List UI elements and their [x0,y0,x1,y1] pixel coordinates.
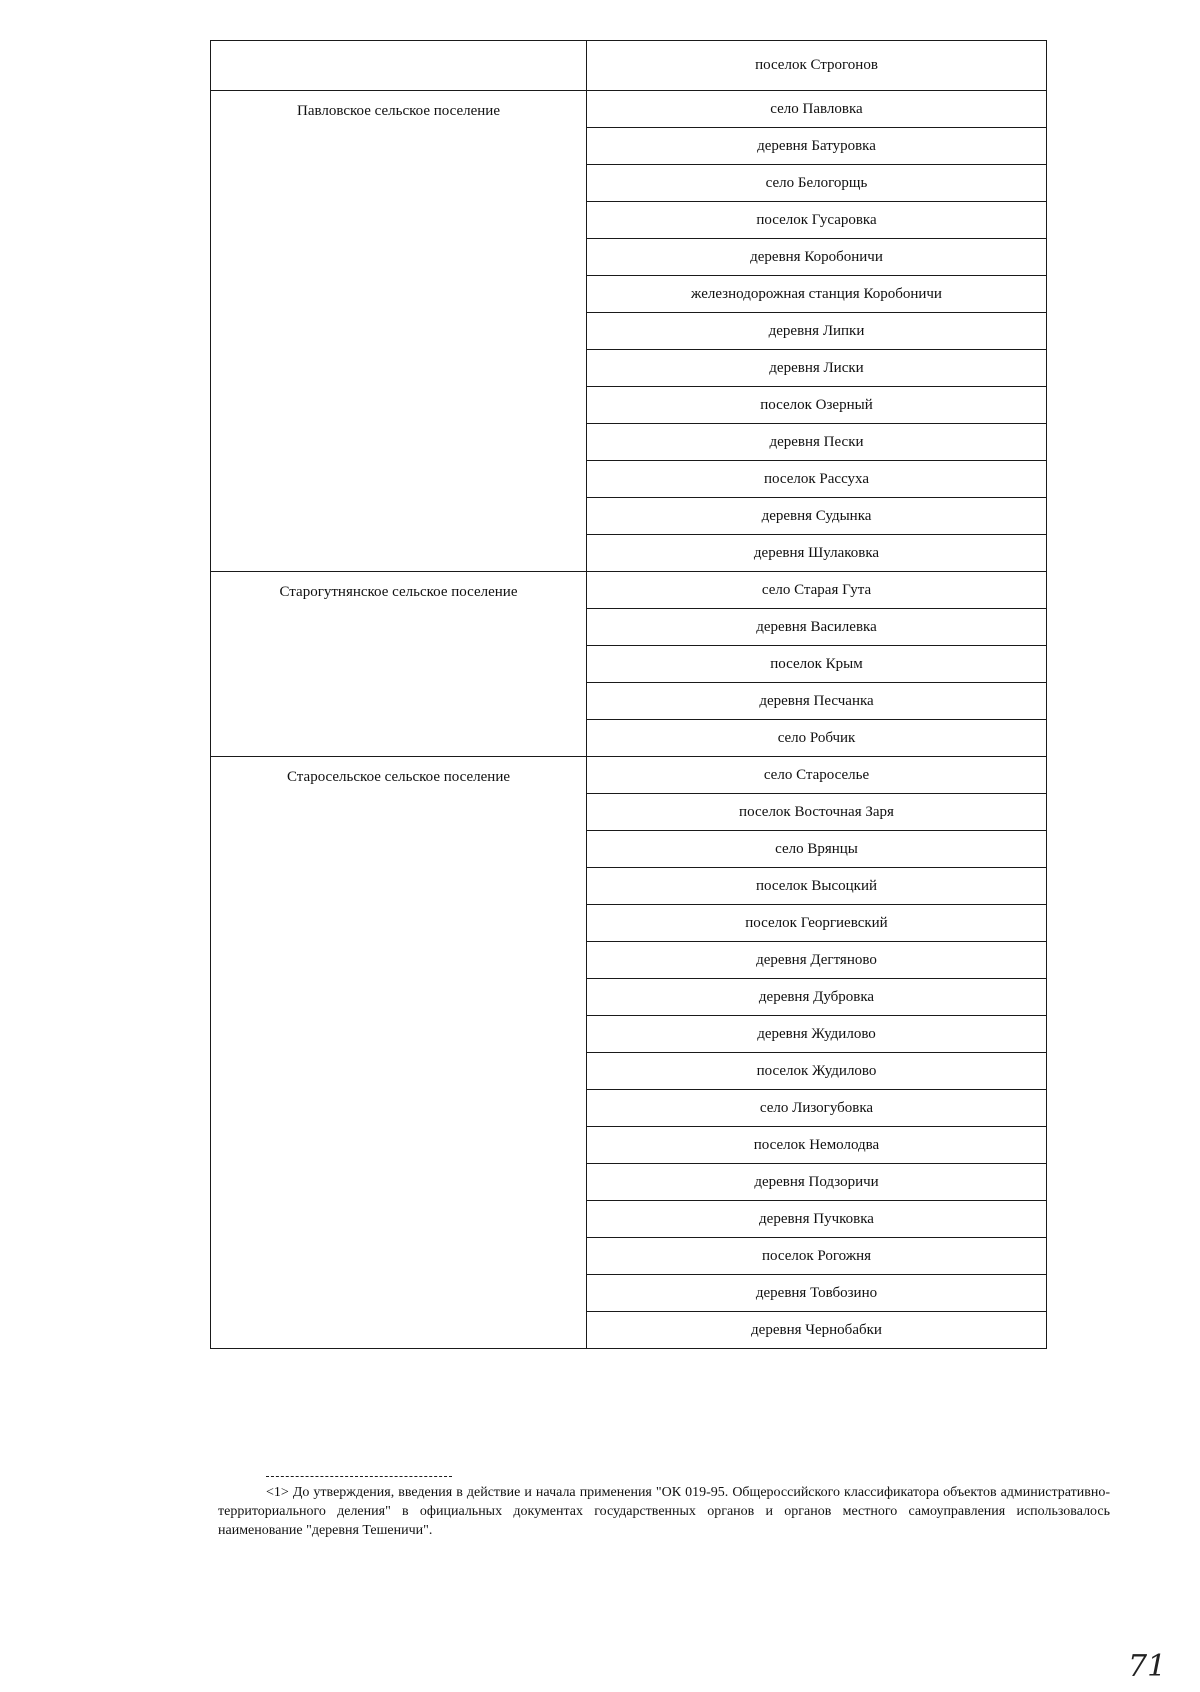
footnote-separator [266,1476,452,1477]
settlement-name-cell: Павловское сельское поселение [211,91,587,572]
locality-name-cell: поселок Восточная Заря [587,794,1047,831]
locality-name-cell: поселок Немолодва [587,1127,1047,1164]
locality-name-cell: деревня Батуровка [587,128,1047,165]
locality-name-cell: деревня Шулаковка [587,535,1047,572]
locality-name-cell: деревня Чернобабки [587,1312,1047,1349]
table-row [211,91,1047,128]
locality-name-cell: село Старая Гута [587,572,1047,609]
settlements-table-body [211,41,1047,1349]
settlements-table-container [210,40,1046,1349]
locality-name-cell: деревня Товбозино [587,1275,1047,1312]
table-row [211,757,1047,794]
locality-name-cell: деревня Коробоничи [587,239,1047,276]
page-number: 71 [1128,1649,1167,1684]
table-row [211,41,1047,91]
locality-name-cell: деревня Песчанка [587,683,1047,720]
locality-name-cell: поселок Гусаровка [587,202,1047,239]
locality-name-cell: поселок Высоцкий [587,868,1047,905]
locality-name-cell: деревня Пучковка [587,1201,1047,1238]
table-row [211,572,1047,609]
locality-name-cell: поселок Жудилово [587,1053,1047,1090]
locality-name-cell: деревня Судынка [587,498,1047,535]
locality-name-cell: село Лизогубовка [587,1090,1047,1127]
locality-name-cell: село Павловка [587,91,1047,128]
locality-name-cell: село Староселье [587,757,1047,794]
locality-name-cell: село Врянцы [587,831,1047,868]
settlements-table [210,40,1047,1349]
locality-name-cell: село Робчик [587,720,1047,757]
locality-name-cell: поселок Рогожня [587,1238,1047,1275]
settlement-name-cell: Старосельское сельское поселение [211,757,587,1349]
locality-name-cell: деревня Дегтяново [587,942,1047,979]
locality-name-cell: поселок Георгиевский [587,905,1047,942]
locality-name-cell: поселок Озерный [587,387,1047,424]
settlement-name-cell: Старогутнянское сельское поселение [211,572,587,757]
locality-name-cell: поселок Крым [587,646,1047,683]
locality-name-cell: деревня Лиски [587,350,1047,387]
locality-name-cell: деревня Жудилово [587,1016,1047,1053]
locality-name-cell: поселок Рассуха [587,461,1047,498]
locality-name-cell: поселок Строгонов [587,41,1047,91]
locality-name-cell: село Белогорщь [587,165,1047,202]
locality-name-cell: железнодорожная станция Коробоничи [587,276,1047,313]
locality-name-cell: деревня Подзоричи [587,1164,1047,1201]
locality-name-cell: деревня Пески [587,424,1047,461]
locality-name-cell: деревня Василевка [587,609,1047,646]
settlement-name-cell [211,41,587,91]
locality-name-cell: деревня Дубровка [587,979,1047,1016]
locality-name-cell: деревня Липки [587,313,1047,350]
footnote-text: <1> До утверждения, введения в действие и начала применения "ОК 019-95. Общероссийского классификатора объектов административно-территориального деления" в официальных документах государственных органов и органов местного самоуправления использовалось наименование "деревня Тешеничи". [218,1485,1110,1538]
